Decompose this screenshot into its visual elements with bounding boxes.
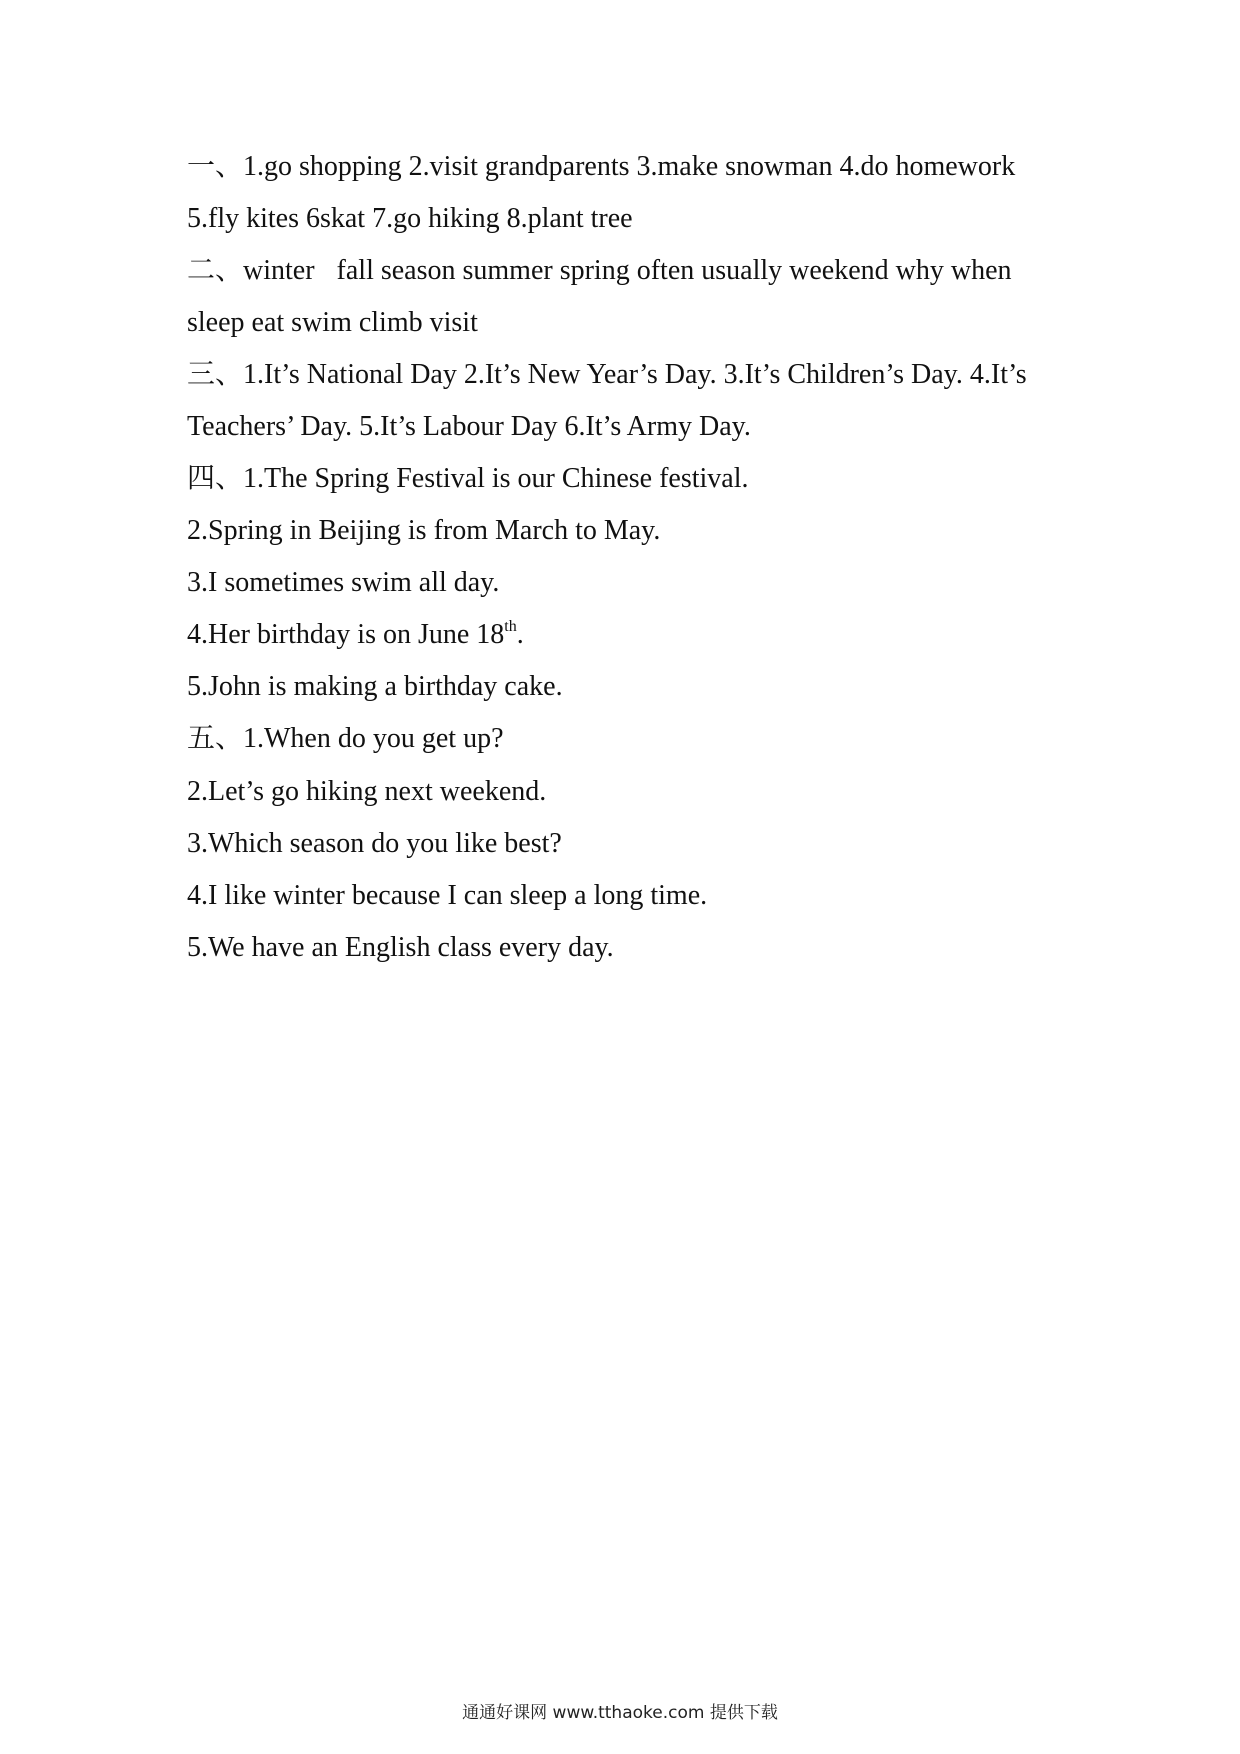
section3-line2: Teachers’ Day. 5.It’s Labour Day 6.It’s Army Day. bbox=[187, 411, 751, 442]
section5-item1: 五、1.When do you get up? bbox=[187, 723, 504, 754]
section5-item5: 5.We have an English class every day. bbox=[187, 932, 614, 963]
section1-line1: 一、1.go shopping 2.visit grandparents 3.make snowman 4.do homework bbox=[187, 151, 1016, 182]
section2-line1 bbox=[187, 254, 1012, 288]
section5-item4: 4.I like winter because I can sleep a long time. bbox=[187, 880, 708, 911]
footer-watermark: 通通好课网 www.tthaoke.com 提供下载 bbox=[462, 1703, 778, 1723]
section3-line1: 三、1.It’s National Day 2.It’s New Year’s Day. 3.It’s Children’s Day. 4.It’s bbox=[187, 359, 1027, 390]
section2-line2: sleep eat swim climb visit bbox=[187, 307, 478, 338]
section4-item3: 3.I sometimes swim all day. bbox=[187, 567, 500, 598]
section2-line1-prefix: 二、winter bbox=[187, 255, 315, 286]
section4-item4-main: 4.Her birthday is on June 18 bbox=[187, 619, 505, 650]
section5-item3: 3.Which season do you like best? bbox=[187, 828, 562, 859]
section2-line1-rest: fall season summer spring often usually weekend why when bbox=[336, 255, 1012, 286]
ordinal-suffix: th bbox=[504, 617, 517, 635]
section4-item1: 四、1.The Spring Festival is our Chinese festival. bbox=[187, 463, 749, 494]
section4-item5: 5.John is making a birthday cake. bbox=[187, 671, 563, 702]
section1-line2: 5.fly kites 6skat 7.go hiking 8.plant tree bbox=[187, 203, 633, 234]
section4-item4-end: . bbox=[516, 619, 524, 650]
section5-item2: 2.Let’s go hiking next weekend. bbox=[187, 776, 547, 807]
section4-item2: 2.Spring in Beijing is from March to May. bbox=[187, 515, 661, 546]
section4-item4 bbox=[187, 618, 524, 652]
